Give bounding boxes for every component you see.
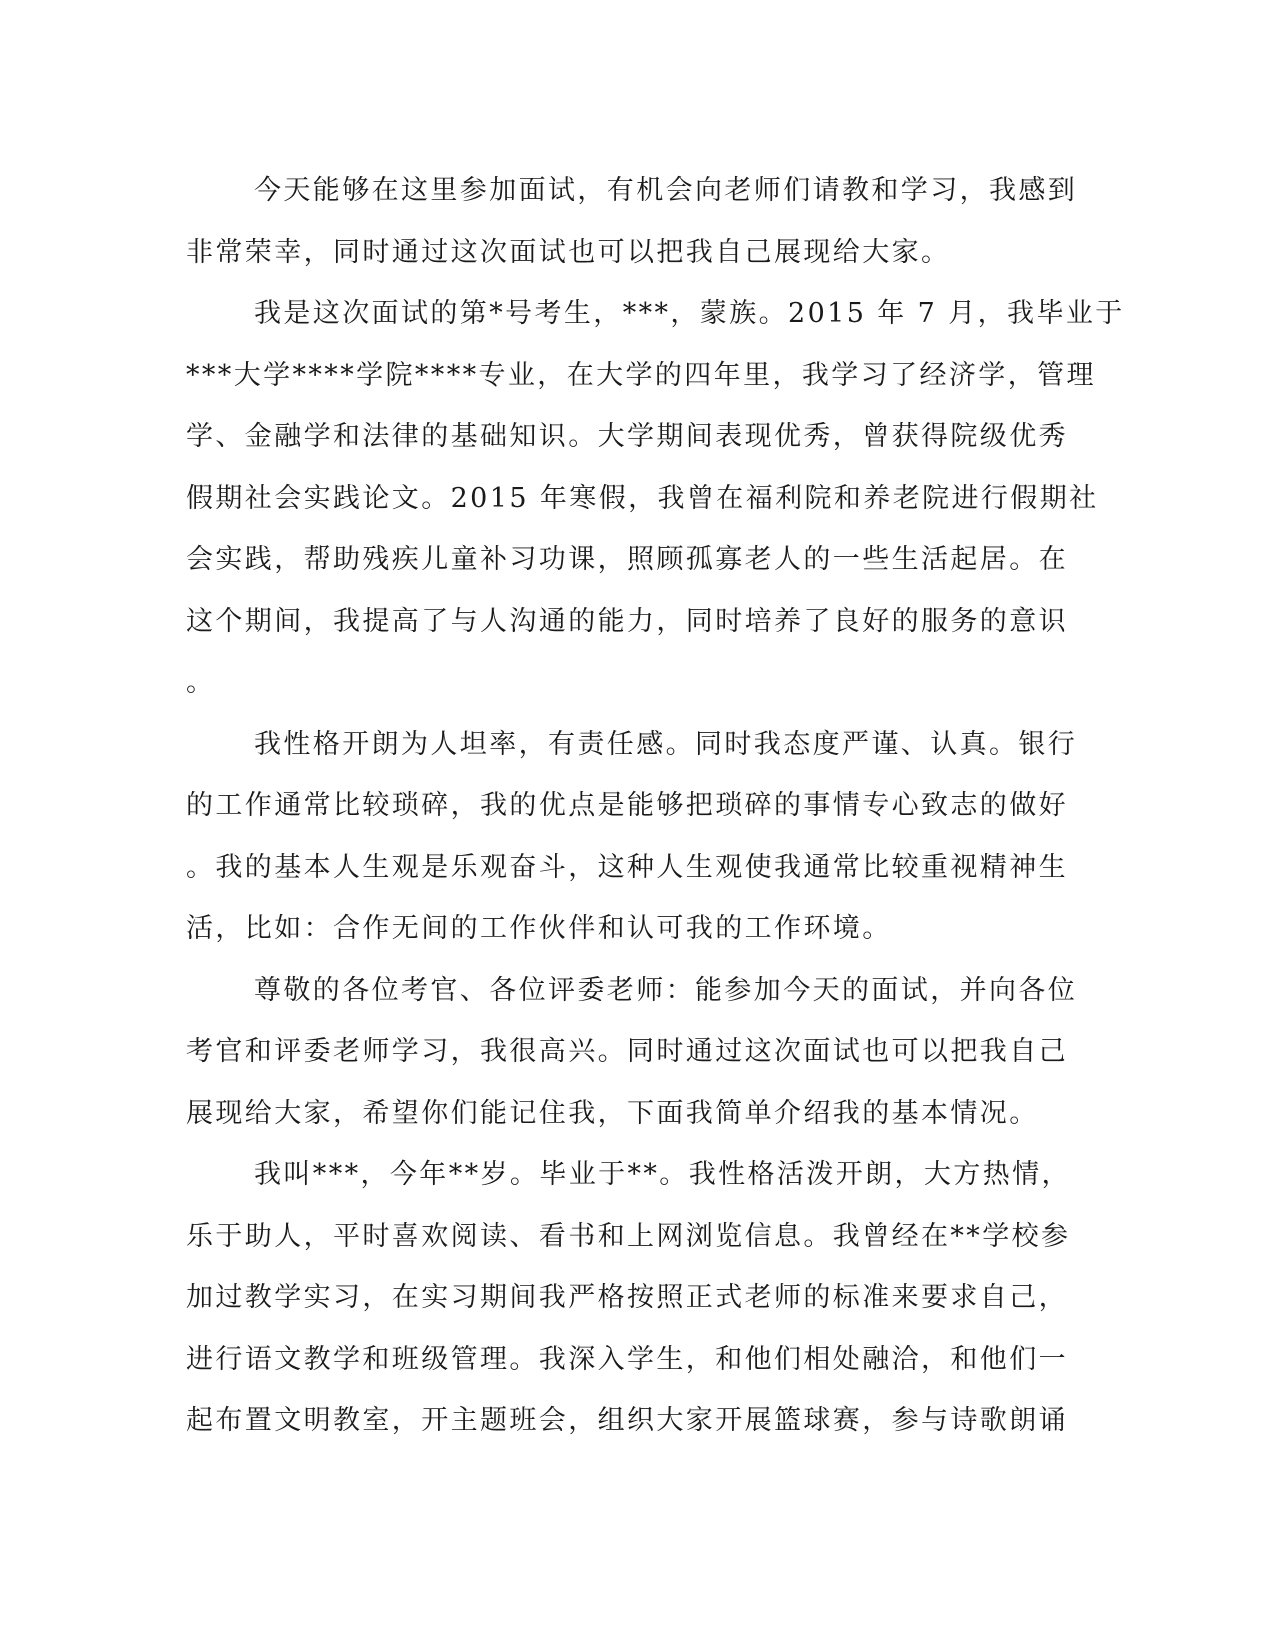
text-line: 展现给大家，希望你们能记住我，下面我简单介绍我的基本情况。	[186, 1097, 1039, 1129]
text-line: 考官和评委老师学习，我很高兴。同时通过这次面试也可以把我自己	[186, 1036, 1068, 1067]
text-line: 活，比如：合作无间的工作伙伴和认可我的工作环境。	[186, 913, 892, 944]
text-line: 我是这次面试的第*号考生，***，蒙族。2015 年 7 月，我毕业于	[254, 298, 1125, 329]
text-line: 我叫***，今年**岁。毕业于**。我性格活泼开朗，大方热情，	[254, 1159, 1071, 1190]
text-line: 非常荣幸，同时通过这次面试也可以把我自己展现给大家。	[186, 236, 951, 268]
text-line: 乐于助人，平时喜欢阅读、看书和上网浏览信息。我曾经在**学校参	[186, 1220, 1071, 1252]
paragraph-4	[186, 960, 1078, 1145]
text-line: 进行语文教学和班级管理。我深入学生，和他们相处融洽，和他们一	[186, 1343, 1068, 1375]
paragraph-2	[186, 283, 1125, 714]
text-line: 的工作通常比较琐碎，我的优点是能够把琐碎的事情专心致志的做好	[186, 790, 1068, 821]
text-line: 。我的基本人生观是乐观奋斗，这种人生观使我通常比较重视精神生	[186, 851, 1068, 883]
document-body	[186, 160, 1125, 1452]
text-line: 尊敬的各位考官、各位评委老师：能参加今天的面试，并向各位	[254, 974, 1078, 1006]
text-line: 加过教学实习，在实习期间我严格按照正式老师的标准来要求自己，	[186, 1282, 1068, 1313]
text-line: 这个期间，我提高了与人沟通的能力，同时培养了良好的服务的意识	[186, 605, 1068, 637]
text-line: 起布置文明教室，开主题班会，组织大家开展篮球赛，参与诗歌朗诵	[186, 1405, 1068, 1436]
paragraph-5	[186, 1144, 1071, 1452]
text-line: 会实践，帮助残疾儿童补习功课，照顾孤寡老人的一些生活起居。在	[186, 544, 1068, 575]
paragraph-3	[186, 714, 1078, 960]
text-line: 学、金融学和法律的基础知识。大学期间表现优秀，曾获得院级优秀	[186, 421, 1068, 452]
paragraph-1	[186, 160, 1078, 283]
text-line: 。	[186, 667, 216, 698]
text-line: 今天能够在这里参加面试，有机会向老师们请教和学习，我感到	[254, 175, 1078, 206]
text-line: 我性格开朗为人坦率，有责任感。同时我态度严谨、认真。银行	[254, 728, 1078, 760]
text-line: ***大学****学院****专业，在大学的四年里，我学习了经济学，管理	[186, 359, 1096, 391]
text-line: 假期社会实践论文。2015 年寒假，我曾在福利院和养老院进行假期社	[186, 482, 1099, 514]
